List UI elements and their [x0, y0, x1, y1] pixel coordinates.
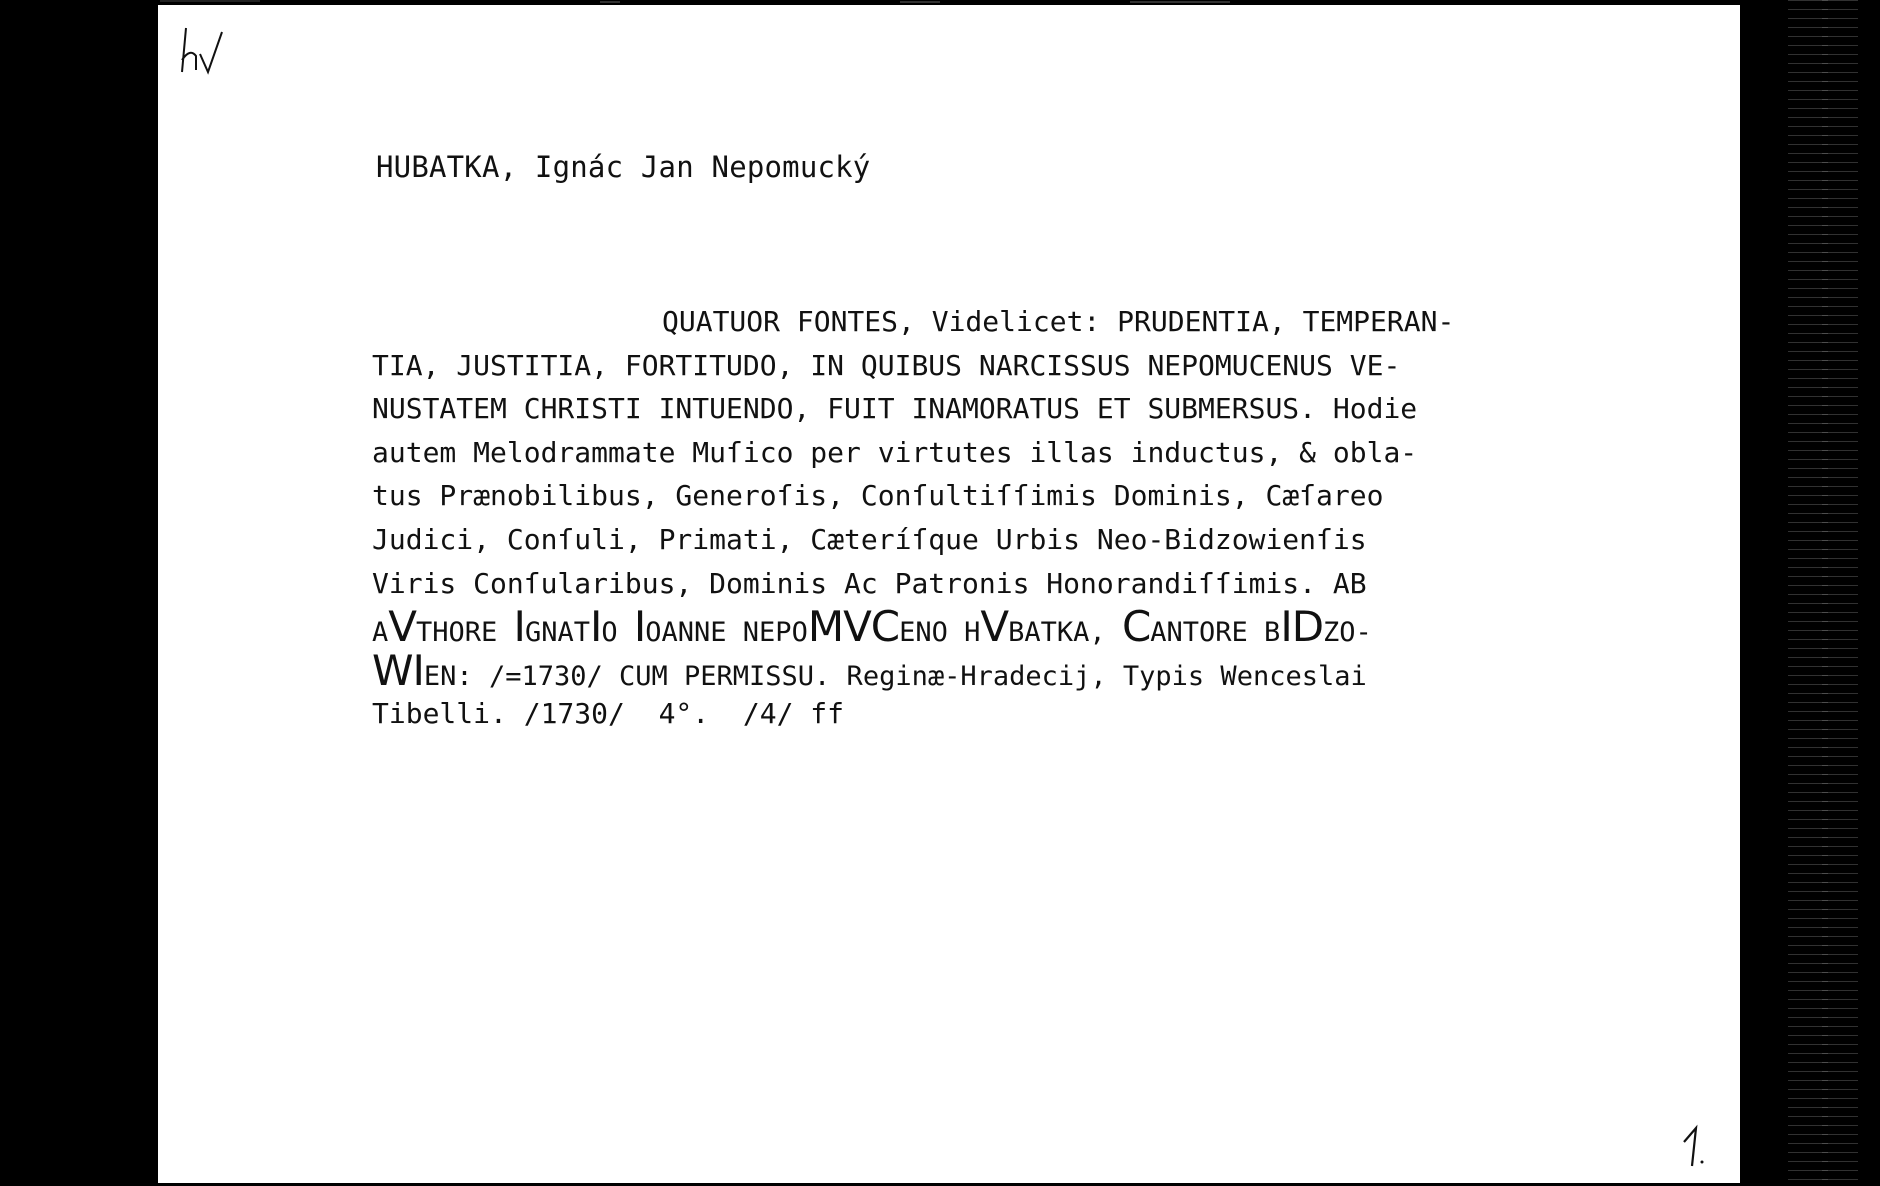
chronogram-text: BATKA,	[1008, 617, 1122, 649]
description-line: autem Melodrammate Muſico per virtutes illas inductus, & obla-	[372, 435, 1418, 469]
chronogram-text: ZO-	[1323, 617, 1372, 649]
chronogram-text: ANTORE B	[1150, 617, 1281, 649]
chronogram-text: EN: /=1730/ CUM PERMISSU. Reginæ-Hradecij, Typis Wenceslai	[423, 660, 1367, 692]
description-line: NUSTATEM CHRISTI INTUENDO, FUIT INAMORATUS ET SUBMERSUS. Hodie	[372, 392, 1418, 426]
handwritten-initials-mark	[178, 20, 238, 80]
chronogram-numeral-letters: I	[513, 602, 525, 652]
chronogram-imprint-line	[372, 645, 1672, 695]
chronogram-text: OANNE NEPO	[645, 617, 808, 649]
description-line: tus Prænobilibus, Generoſis, Conſultiſſimis Dominis, Cæſareo	[372, 479, 1384, 513]
chronogram-numeral-letters: C	[1121, 602, 1151, 652]
scan-edge-noise-secondary	[1822, 0, 1828, 1186]
chronogram-text: THORE	[416, 617, 514, 649]
chronogram-numeral-letters: WI	[372, 645, 424, 695]
description-line: QUATUOR FONTES, Videlicet: PRUDENTIA, TEMPERAN-	[662, 305, 1455, 338]
chronogram-text: A	[372, 617, 389, 649]
chronogram-numeral-letters: I	[633, 602, 646, 652]
chronogram-numeral-letters: I	[589, 602, 602, 652]
description-line: Judici, Conſuli, Primati, Cæteríſque Urbis Neo-Bidzowienſis	[372, 522, 1367, 556]
description-line: Viris Conſularibus, Dominis Ac Patronis Honorandiſſimis. AB	[372, 566, 1367, 600]
chronogram-line	[372, 602, 1672, 652]
chronogram-text: ENO H	[899, 617, 981, 649]
chronogram-numeral-letters: ID	[1280, 602, 1324, 652]
chronogram-numeral-letters: V	[388, 602, 416, 652]
imprint-line: Tibelli. /1730/ 4°. /4/ ff	[372, 697, 845, 731]
author-heading: HUBATKA, Ignác Jan Nepomucký	[376, 150, 871, 184]
description-line: TIA, JUSTITIA, FORTITUDO, IN QUIBUS NARCISSUS NEPOMUCENUS VE-	[372, 348, 1401, 382]
chronogram-text: GNAT	[524, 617, 590, 649]
chronogram-numeral-letters: MVC	[807, 602, 900, 652]
title-description	[372, 300, 1672, 736]
chronogram-numeral-letters: V	[980, 602, 1009, 652]
chronogram-text: O	[601, 617, 634, 649]
handwritten-page-number	[1678, 1122, 1708, 1172]
